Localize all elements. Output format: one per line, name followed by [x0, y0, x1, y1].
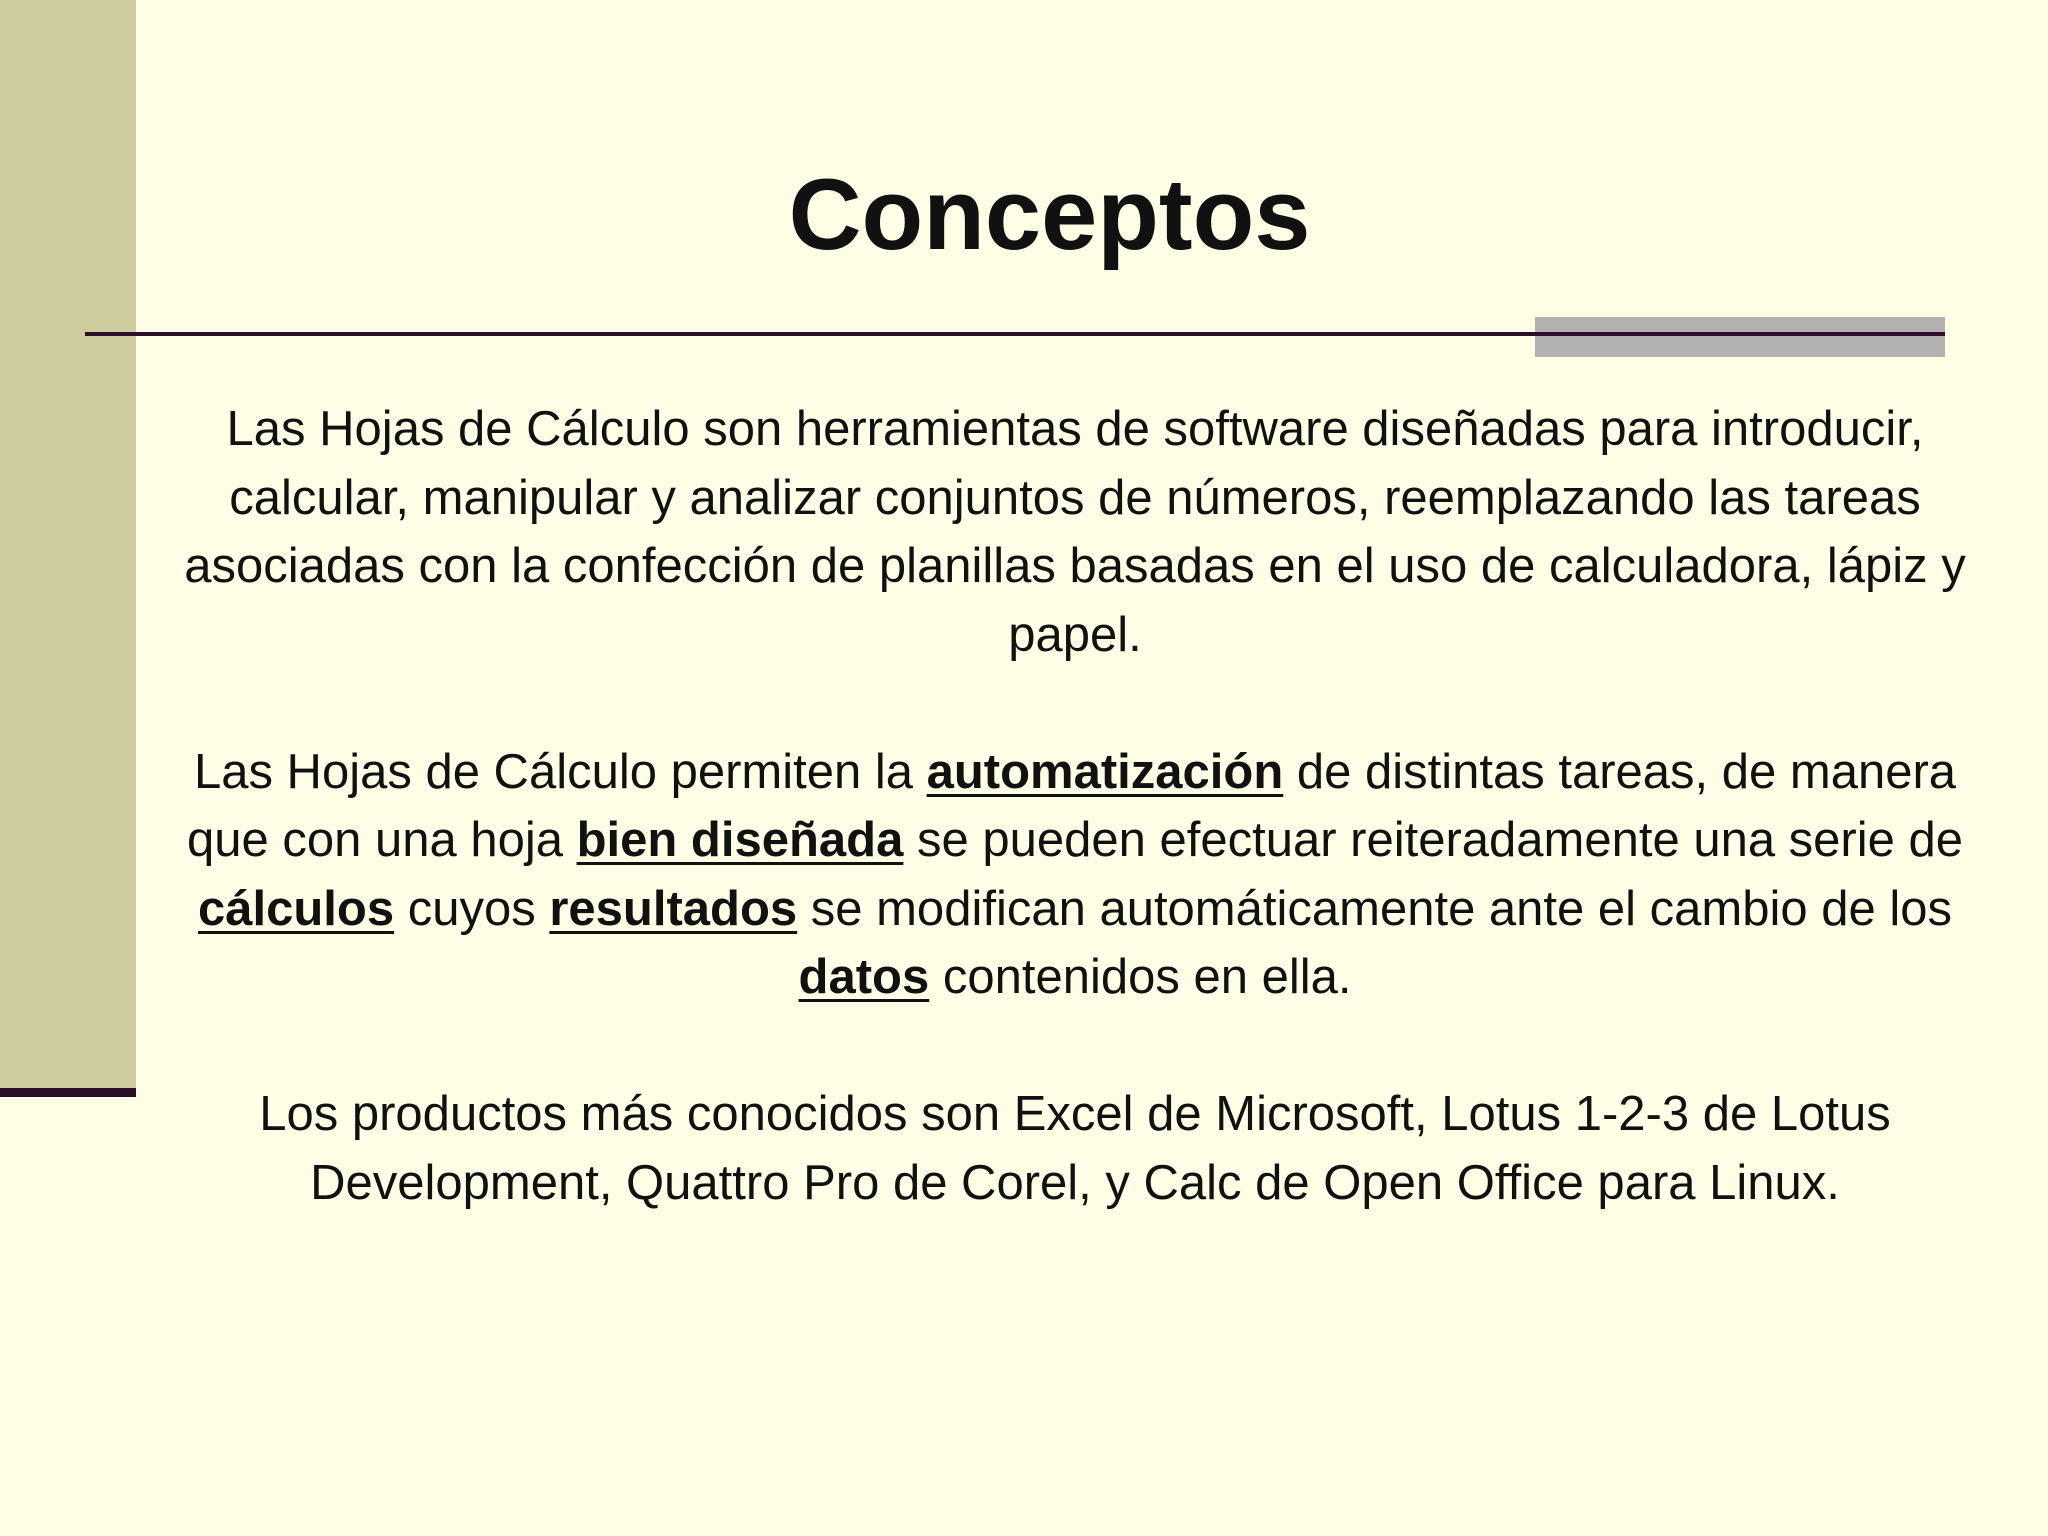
keyword-datos: datos — [798, 950, 930, 1004]
paragraph-automation-text-2: de distintas tareas, de manera que con una hoja — [186, 744, 1957, 867]
paragraph-automation-text-6: contenidos en ella. — [929, 950, 1352, 1004]
keyword-automatizacion: automatización — [926, 744, 1284, 799]
paragraph-automation-text-1: Las Hojas de Cálculo permiten la — [193, 744, 927, 799]
slide-body — [175, 395, 1975, 1286]
keyword-calculos: cálculos — [197, 881, 395, 936]
title-rule — [85, 332, 1945, 336]
side-band — [0, 0, 136, 1090]
paragraph-automation-text-3: se pueden efectuar reiteradamente una serie de — [903, 813, 1964, 867]
paragraph-products: Los productos más conocidos son Excel de Microsoft, Lotus 1-2-3 de Lotus Development, Quattro Pro de Corel, y Calc de Open Office para Linux. — [259, 1087, 1891, 1210]
paragraph-automation-text-5: se modifican automáticamente ante el cambio de los — [797, 881, 1952, 936]
paragraph-automation-text-4: cuyos — [394, 881, 550, 936]
slide-title: Conceptos — [788, 159, 1311, 271]
paragraph-definition: Las Hojas de Cálculo son herramientas de software diseñadas para introducir, calcular, manipular y analizar conjuntos de números, reemplazando las tareas asociadas con la confección de planillas basadas en el uso de calculadora, lápiz y papel. — [184, 402, 1966, 662]
paragraph-automation — [175, 738, 1975, 1012]
keyword-bien-disenada: bien diseñada — [576, 813, 904, 867]
keyword-resultados: resultados — [549, 881, 798, 936]
title-rule-accent — [1535, 317, 1945, 357]
side-band-line — [0, 1088, 136, 1097]
